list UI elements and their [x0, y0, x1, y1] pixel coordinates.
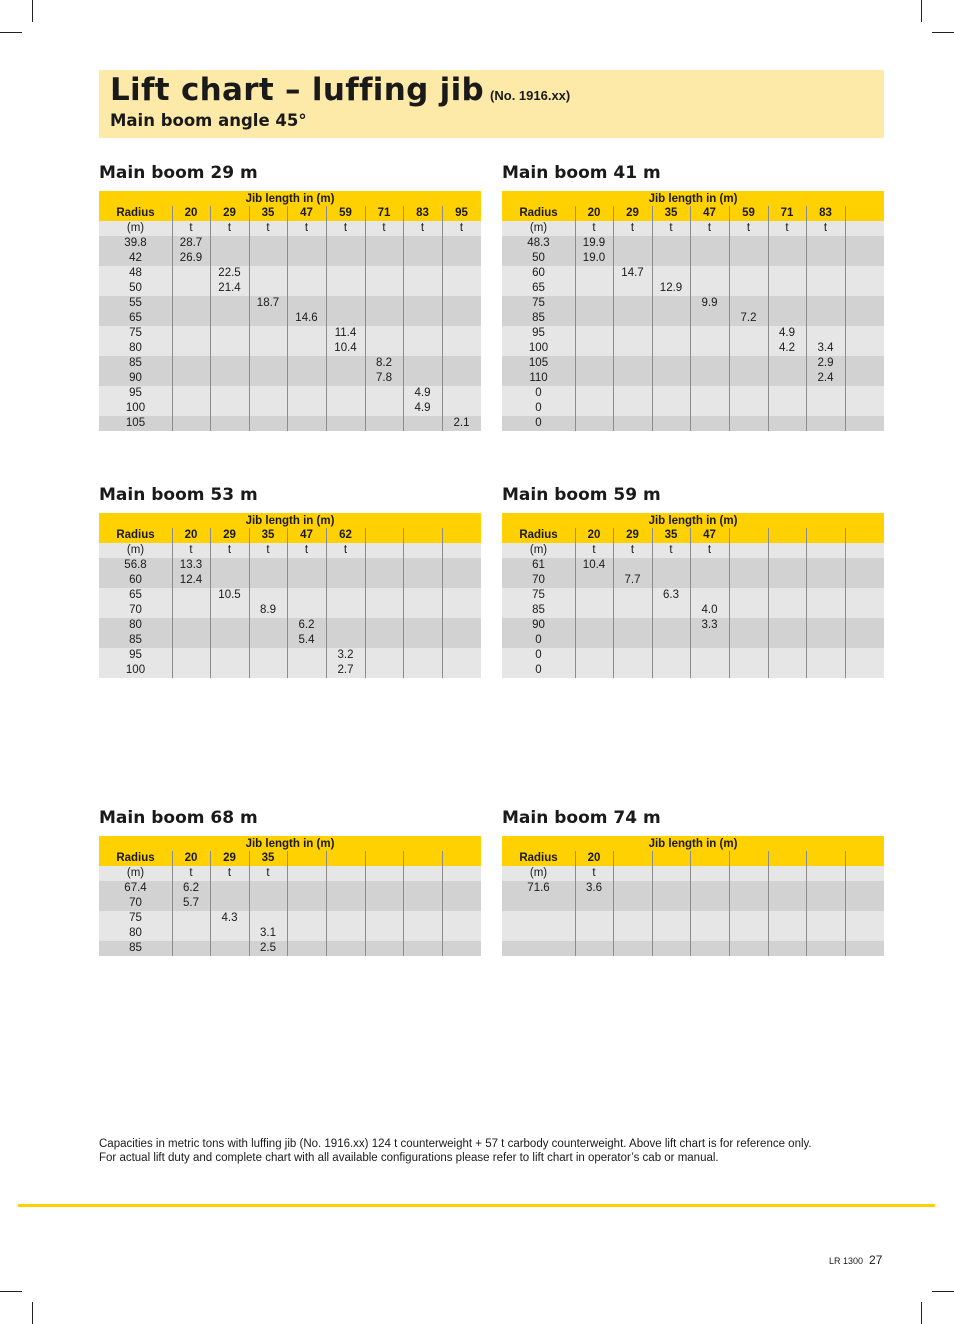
- capacity-value: 14.7: [621, 267, 644, 279]
- column-divider: [845, 528, 846, 678]
- boom-title: Main boom 68 m: [99, 808, 258, 828]
- jib-length-header: 20: [184, 529, 198, 541]
- ton-unit: t: [630, 544, 635, 556]
- boom-title: Main boom 53 m: [99, 485, 258, 505]
- jib-length-header: 35: [261, 852, 275, 864]
- radius-value: 75: [532, 589, 545, 601]
- column-divider: [613, 528, 614, 678]
- jib-length-header: 35: [261, 529, 275, 541]
- document-code: LR 1300: [829, 1256, 864, 1266]
- jib-length-header: 47: [300, 207, 313, 219]
- page-subtitle: Main boom angle 45°: [110, 111, 307, 130]
- radius-unit: (m): [529, 222, 548, 234]
- column-divider: [845, 206, 846, 431]
- ton-unit: t: [266, 544, 270, 556]
- jib-length-header: 62: [339, 529, 352, 541]
- capacity-value: 4.9: [414, 387, 431, 399]
- capacity-value: 7.2: [740, 312, 757, 324]
- jib-length-header: 35: [664, 529, 678, 541]
- capacity-value: 12.9: [659, 282, 683, 294]
- column-divider: [729, 851, 730, 956]
- ton-unit: t: [592, 544, 596, 556]
- radius-value: 90: [532, 619, 545, 631]
- radius-value: 95: [129, 387, 142, 399]
- radius-value: 0: [535, 634, 542, 646]
- capacity-value: 4.9: [779, 327, 795, 339]
- radius-value: 100: [125, 664, 146, 676]
- ton-unit: t: [459, 222, 464, 234]
- radius-value: 48: [129, 267, 142, 279]
- capacity-value: 3.3: [701, 619, 718, 631]
- jib-length-label: Jib length in (m): [648, 193, 738, 205]
- column-divider: [652, 206, 653, 431]
- capacity-value: 10.4: [334, 342, 357, 354]
- ton-unit: t: [304, 544, 309, 556]
- radius-value: 80: [129, 619, 142, 631]
- ton-unit: t: [707, 222, 712, 234]
- column-divider: [690, 851, 691, 956]
- jib-length-header: 29: [223, 852, 236, 864]
- jib-length-header: [845, 206, 884, 221]
- jib-length-header: 35: [261, 207, 275, 219]
- column-divider: [403, 851, 404, 956]
- capacity-value: 7.8: [376, 372, 392, 384]
- capacity-value: 18.7: [256, 297, 280, 309]
- ton-unit: t: [785, 222, 789, 234]
- column-divider: [575, 851, 576, 956]
- ton-unit: t: [420, 222, 425, 234]
- jib-length-header: [403, 851, 442, 866]
- capacity-value: 26.9: [179, 252, 203, 264]
- jib-length-header: [326, 851, 365, 866]
- jib-length-header: 29: [223, 207, 236, 219]
- column-divider: [287, 528, 288, 678]
- ton-unit: t: [304, 222, 309, 234]
- capacity-value: 8.2: [376, 357, 392, 369]
- capacity-value: 6.2: [298, 619, 315, 631]
- capacity-value: 6.3: [663, 589, 679, 601]
- radius-value: 80: [129, 342, 142, 354]
- jib-length-header: [652, 851, 690, 866]
- jib-length-header: 83: [416, 207, 429, 219]
- radius-value: 70: [129, 604, 142, 616]
- radius-value: 70: [532, 574, 545, 586]
- ton-unit: t: [189, 222, 193, 234]
- radius-value: 100: [528, 342, 549, 354]
- column-divider: [575, 528, 576, 678]
- radius-unit: (m): [126, 222, 145, 234]
- column-divider: [690, 206, 691, 431]
- capacity-value: 5.7: [183, 897, 199, 909]
- column-divider: [768, 528, 769, 678]
- jib-length-header: 71: [377, 207, 391, 219]
- crop-mark: [932, 1291, 954, 1292]
- column-divider: [806, 528, 807, 678]
- column-divider: [326, 851, 327, 956]
- column-divider: [287, 851, 288, 956]
- capacity-value: 28.7: [179, 237, 203, 249]
- radius-value: 50: [129, 282, 142, 294]
- column-divider: [806, 851, 807, 956]
- page-info: [829, 1251, 882, 1269]
- radius-value: 75: [129, 912, 142, 924]
- radius-value: 85: [129, 634, 142, 646]
- radius-value: 85: [129, 942, 142, 954]
- radius-value: 105: [528, 357, 549, 369]
- jib-length-header: [365, 851, 403, 866]
- boom-title: Main boom 59 m: [502, 485, 661, 505]
- column-divider: [729, 206, 730, 431]
- jib-length-header: 47: [300, 529, 313, 541]
- column-divider: [652, 851, 653, 956]
- jib-length-header: [845, 528, 884, 543]
- radius-header: Radius: [116, 207, 155, 219]
- jib-length-header: 59: [742, 207, 755, 219]
- capacity-value: 4.3: [221, 912, 238, 924]
- capacity-value: 12.4: [179, 574, 203, 586]
- column-divider: [768, 206, 769, 431]
- ton-unit: t: [266, 867, 270, 879]
- capacity-value: 3.6: [586, 882, 602, 894]
- radius-value: 70: [129, 897, 142, 909]
- column-divider: [690, 528, 691, 678]
- ton-unit: t: [266, 222, 270, 234]
- page-number: 27: [869, 1253, 883, 1267]
- crop-mark: [0, 32, 22, 33]
- jib-length-header: 29: [626, 207, 639, 219]
- radius-value: 42: [129, 252, 142, 264]
- capacity-value: 14.6: [295, 312, 318, 324]
- crop-mark: [0, 1291, 22, 1292]
- column-divider: [403, 528, 404, 678]
- capacity-value: 2.1: [453, 417, 470, 429]
- boom-title: Main boom 29 m: [99, 163, 258, 183]
- column-divider: [442, 528, 443, 678]
- column-divider: [326, 206, 327, 431]
- radius-value: 65: [129, 589, 142, 601]
- capacity-value: 4.2: [779, 342, 795, 354]
- jib-length-header: 20: [184, 207, 198, 219]
- column-divider: [326, 528, 327, 678]
- capacity-value: 2.4: [817, 372, 834, 384]
- ton-unit: t: [630, 222, 635, 234]
- capacity-value: 10.5: [218, 589, 241, 601]
- jib-length-label: Jib length in (m): [648, 515, 738, 527]
- column-divider: [210, 851, 211, 956]
- capacity-value: 19.0: [582, 252, 606, 264]
- boom-title: Main boom 74 m: [502, 808, 661, 828]
- column-divider: [210, 206, 211, 431]
- ton-unit: t: [707, 544, 712, 556]
- radius-unit: (m): [126, 544, 145, 556]
- header-band: [99, 70, 884, 138]
- capacity-value: 4.0: [701, 604, 718, 616]
- jib-length-header: 35: [664, 207, 678, 219]
- column-divider: [172, 528, 173, 678]
- capacity-value: 19.9: [582, 237, 606, 249]
- jib-length-header: 71: [780, 207, 794, 219]
- capacity-value: 9.9: [701, 297, 718, 309]
- column-divider: [768, 851, 769, 956]
- ton-unit: t: [592, 867, 596, 879]
- boom-title: Main boom 41 m: [502, 163, 661, 183]
- radius-header: Radius: [519, 529, 558, 541]
- column-divider: [403, 206, 404, 431]
- radius-header: Radius: [519, 852, 558, 864]
- radius-value: 48.3: [527, 237, 550, 249]
- table-row: [502, 941, 884, 956]
- jib-length-label: Jib length in (m): [245, 838, 335, 850]
- column-divider: [172, 206, 173, 431]
- column-divider: [210, 528, 211, 678]
- jib-length-header: 83: [819, 207, 832, 219]
- ton-unit: t: [669, 222, 673, 234]
- capacity-value: 2.9: [817, 357, 834, 369]
- capacity-value: 2.7: [337, 664, 354, 676]
- crop-mark: [921, 1302, 922, 1324]
- column-divider: [365, 851, 366, 956]
- column-divider: [172, 851, 173, 956]
- jib-length-header: [365, 528, 403, 543]
- ton-unit: t: [669, 544, 673, 556]
- jib-number: (No. 1916.xx): [490, 88, 571, 103]
- capacity-value: 7.7: [624, 574, 641, 586]
- column-divider: [845, 851, 846, 956]
- jib-length-header: [287, 851, 326, 866]
- capacity-value: 13.3: [179, 559, 203, 571]
- ton-unit: t: [227, 222, 232, 234]
- jib-length-header: [806, 528, 845, 543]
- radius-value: 67.4: [124, 882, 147, 894]
- ton-unit: t: [343, 222, 348, 234]
- jib-length-label: Jib length in (m): [648, 838, 738, 850]
- column-divider: [365, 206, 366, 431]
- ton-unit: t: [382, 222, 386, 234]
- jib-length-header: [403, 528, 442, 543]
- column-divider: [249, 528, 250, 678]
- column-divider: [575, 206, 576, 431]
- jib-length-header: [613, 851, 652, 866]
- jib-length-header: [768, 528, 806, 543]
- column-divider: [652, 528, 653, 678]
- footnote-line-2: For actual lift duty and complete chart with all available configurations please refer to lift chart in operator’s cab or manual.: [99, 1152, 719, 1164]
- table-row: [502, 896, 884, 911]
- footnote: [99, 1137, 899, 1165]
- radius-value: 85: [532, 604, 545, 616]
- crop-mark: [932, 32, 954, 33]
- jib-length-header: 20: [587, 529, 601, 541]
- radius-value: 0: [535, 387, 542, 399]
- footer-rule: [18, 1204, 935, 1207]
- radius-unit: (m): [126, 867, 145, 879]
- jib-length-header: 20: [587, 207, 601, 219]
- capacity-value: 10.4: [582, 559, 606, 571]
- page-title: [110, 72, 570, 108]
- capacity-value: 8.9: [260, 604, 276, 616]
- radius-value: 110: [529, 372, 548, 384]
- table-row: [502, 926, 884, 941]
- jib-length-header: [690, 851, 729, 866]
- capacity-value: 21.4: [218, 282, 241, 294]
- radius-value: 39.8: [124, 237, 147, 249]
- jib-length-header: [729, 528, 768, 543]
- ton-unit: t: [343, 544, 348, 556]
- ton-unit: t: [227, 867, 232, 879]
- radius-value: 0: [535, 664, 542, 676]
- ton-unit: t: [746, 222, 751, 234]
- radius-value: 85: [532, 312, 545, 324]
- capacity-value: 3.1: [260, 927, 276, 939]
- column-divider: [613, 206, 614, 431]
- capacity-value: 4.9: [414, 402, 431, 414]
- column-divider: [729, 528, 730, 678]
- ton-unit: t: [592, 222, 596, 234]
- radius-unit: (m): [529, 867, 548, 879]
- radius-value: 105: [125, 417, 146, 429]
- radius-value: 71.6: [527, 882, 550, 894]
- jib-length-header: 47: [703, 207, 716, 219]
- crop-mark: [32, 1302, 33, 1324]
- radius-value: 95: [129, 649, 142, 661]
- jib-length-header: [442, 851, 481, 866]
- ton-unit: t: [189, 867, 193, 879]
- jib-length-header: 29: [626, 529, 639, 541]
- title-text: Lift chart – luffing jib: [110, 72, 485, 108]
- jib-length-header: [442, 528, 481, 543]
- radius-header: Radius: [116, 852, 155, 864]
- radius-value: 90: [129, 372, 142, 384]
- ton-unit: t: [823, 222, 828, 234]
- radius-value: 60: [532, 267, 545, 279]
- crop-mark: [921, 0, 922, 22]
- radius-value: 61: [532, 559, 545, 571]
- column-divider: [249, 206, 250, 431]
- ton-unit: t: [189, 544, 193, 556]
- radius-value: 56.8: [124, 559, 147, 571]
- jib-length-header: 59: [339, 207, 352, 219]
- capacity-value: 3.4: [817, 342, 834, 354]
- jib-length-header: [845, 851, 884, 866]
- radius-value: 95: [532, 327, 545, 339]
- radius-value: 65: [532, 282, 545, 294]
- radius-value: 100: [125, 402, 146, 414]
- radius-value: 85: [129, 357, 142, 369]
- capacity-value: 5.4: [298, 634, 315, 646]
- radius-unit: (m): [529, 544, 548, 556]
- radius-value: 60: [129, 574, 142, 586]
- column-divider: [442, 206, 443, 431]
- column-divider: [249, 851, 250, 956]
- jib-length-header: 95: [455, 207, 468, 219]
- radius-value: 65: [129, 312, 142, 324]
- jib-length-header: [729, 851, 768, 866]
- radius-value: 0: [535, 417, 542, 429]
- column-divider: [806, 206, 807, 431]
- radius-value: 0: [535, 649, 542, 661]
- radius-value: 75: [532, 297, 545, 309]
- ton-unit: t: [227, 544, 232, 556]
- capacity-value: 6.2: [183, 882, 199, 894]
- jib-length-header: 29: [223, 529, 236, 541]
- radius-header: Radius: [519, 207, 558, 219]
- capacity-value: 22.5: [218, 267, 241, 279]
- jib-length-header: [768, 851, 806, 866]
- radius-value: 50: [532, 252, 545, 264]
- radius-value: 0: [535, 402, 542, 414]
- capacity-value: 2.5: [260, 942, 276, 954]
- radius-value: 80: [129, 927, 142, 939]
- radius-value: 55: [129, 297, 142, 309]
- column-divider: [613, 851, 614, 956]
- capacity-value: 3.2: [337, 649, 354, 661]
- capacity-value: 11.4: [334, 327, 357, 339]
- column-divider: [365, 528, 366, 678]
- radius-value: 75: [129, 327, 142, 339]
- jib-length-header: 47: [703, 529, 716, 541]
- jib-length-header: [806, 851, 845, 866]
- jib-length-header: 20: [587, 852, 601, 864]
- jib-length-label: Jib length in (m): [245, 193, 335, 205]
- footnote-line-1: Capacities in metric tons with luffing jib (No. 1916.xx) 124 t counterweight + 57 t carbody counterweight. Above lift chart is for reference only.: [99, 1138, 812, 1150]
- crop-mark: [32, 0, 33, 22]
- radius-header: Radius: [116, 529, 155, 541]
- column-divider: [287, 206, 288, 431]
- column-divider: [442, 851, 443, 956]
- jib-length-header: 20: [184, 852, 198, 864]
- jib-length-label: Jib length in (m): [245, 515, 335, 527]
- table-row: [502, 911, 884, 926]
